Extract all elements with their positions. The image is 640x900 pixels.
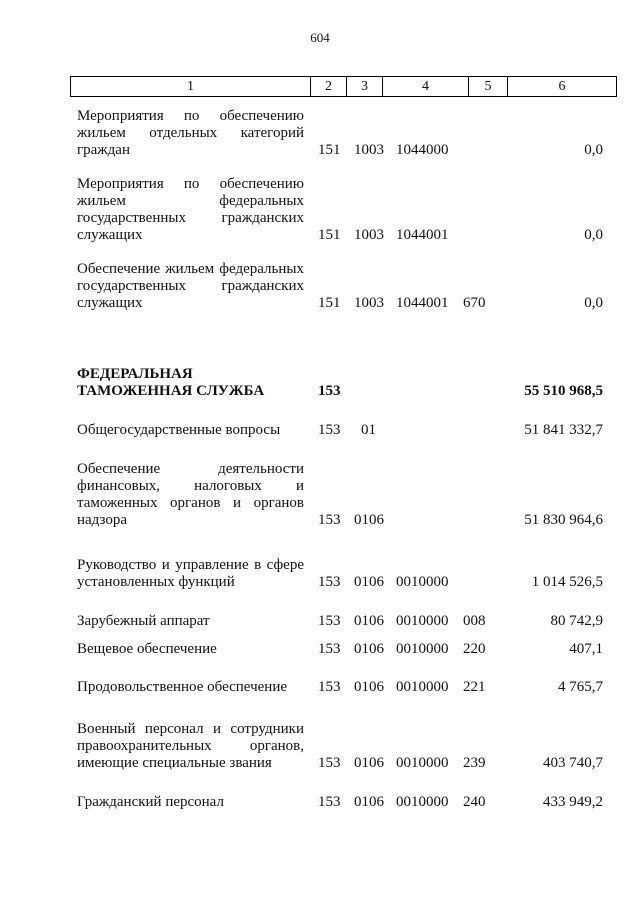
page-number: 604 <box>310 30 330 45</box>
row-admin-code: 153 <box>318 679 341 695</box>
table-row <box>0 641 640 658</box>
row-target-code: 1044000 <box>396 142 449 158</box>
row-expense-code: 220 <box>463 641 486 657</box>
row-amount: 51 830 964,6 <box>524 512 603 528</box>
table-row <box>0 721 640 772</box>
row-admin-code: 153 <box>318 383 341 399</box>
row-amount: 403 740,7 <box>543 755 603 771</box>
row-admin-code: 153 <box>318 794 341 810</box>
row-admin-code: 153 <box>318 512 341 528</box>
row-admin-code: 153 <box>318 613 341 629</box>
table-row <box>0 176 640 244</box>
row-section-code: 0106 <box>354 512 384 528</box>
row-name: Общегосударственные вопросы <box>77 422 281 438</box>
column-header-row <box>71 77 617 97</box>
row-amount: 80 742,9 <box>550 613 603 629</box>
row-name: Гражданский персонал <box>77 794 224 810</box>
row-admin-code: 153 <box>318 574 341 590</box>
row-admin-code: 153 <box>318 422 341 438</box>
row-target-code: 1044001 <box>396 227 449 243</box>
row-target-code: 1044001 <box>396 295 449 311</box>
row-expense-code: 239 <box>463 755 486 771</box>
table-row <box>0 557 640 591</box>
row-admin-code: 151 <box>318 142 341 158</box>
column-header-5: 5 <box>469 77 508 97</box>
row-amount: 0,0 <box>584 295 603 311</box>
row-target-code: 0010000 <box>396 574 449 590</box>
row-name: Руководство и управление в сфере установленных функций <box>77 557 304 590</box>
row-expense-code: 008 <box>463 613 486 629</box>
row-amount: 433 949,2 <box>543 794 603 810</box>
column-header-table <box>70 76 617 97</box>
row-section-code: 0106 <box>354 641 384 657</box>
row-target-code: 0010000 <box>396 641 449 657</box>
row-name: ФЕДЕРАЛЬНАЯ ТАМОЖЕННАЯ СЛУЖБА <box>77 366 265 399</box>
row-amount: 51 841 332,7 <box>524 422 603 438</box>
row-amount: 4 765,7 <box>558 679 603 695</box>
row-name: Обеспечение деятельности финансовых, налоговых и таможенных органов и органов надзора <box>77 461 304 528</box>
column-header-3: 3 <box>347 77 383 97</box>
column-header-1: 1 <box>71 77 311 97</box>
row-name: Мероприятия по обеспечению жильем отдельных категорий граждан <box>77 108 304 158</box>
table-row <box>0 422 640 439</box>
row-name: Мероприятия по обеспечению жильем федеральных государственных гражданских служащих <box>77 176 304 243</box>
table-row <box>0 679 640 696</box>
row-section-code: 1003 <box>354 227 384 243</box>
row-name: Зарубежный аппарат <box>77 613 210 629</box>
row-name: Обеспечение жильем федеральных государственных гражданских служащих <box>77 261 304 311</box>
table-row <box>0 366 640 400</box>
table-row <box>0 794 640 811</box>
row-amount: 1 014 526,5 <box>531 574 603 590</box>
row-admin-code: 151 <box>318 295 341 311</box>
column-header-6: 6 <box>508 77 617 97</box>
row-section-code: 0106 <box>354 679 384 695</box>
column-header-4: 4 <box>383 77 469 97</box>
row-name: Вещевое обеспечение <box>77 641 217 657</box>
row-expense-code: 221 <box>463 679 486 695</box>
row-target-code: 0010000 <box>396 613 449 629</box>
row-amount: 0,0 <box>584 142 603 158</box>
row-target-code: 0010000 <box>396 794 449 810</box>
row-expense-code: 240 <box>463 794 486 810</box>
row-name: Продовольственное обеспечение <box>77 679 287 695</box>
row-expense-code: 670 <box>463 295 486 311</box>
row-section-code: 01 <box>361 422 376 438</box>
table-row <box>0 108 640 159</box>
row-section-code: 1003 <box>354 295 384 311</box>
row-target-code: 0010000 <box>396 679 449 695</box>
table-row <box>0 261 640 312</box>
row-amount: 407,1 <box>569 641 603 657</box>
row-name: Военный персонал и сотрудники правоохранительных органов, имеющие специальные звания <box>77 721 304 771</box>
row-section-code: 1003 <box>354 142 384 158</box>
row-admin-code: 151 <box>318 227 341 243</box>
row-admin-code: 153 <box>318 755 341 771</box>
column-header-2: 2 <box>311 77 347 97</box>
row-amount: 0,0 <box>584 227 603 243</box>
row-amount: 55 510 968,5 <box>524 383 603 399</box>
table-row <box>0 613 640 630</box>
table-row <box>0 461 640 529</box>
row-section-code: 0106 <box>354 755 384 771</box>
row-section-code: 0106 <box>354 574 384 590</box>
row-target-code: 0010000 <box>396 755 449 771</box>
row-section-code: 0106 <box>354 613 384 629</box>
row-admin-code: 153 <box>318 641 341 657</box>
row-section-code: 0106 <box>354 794 384 810</box>
